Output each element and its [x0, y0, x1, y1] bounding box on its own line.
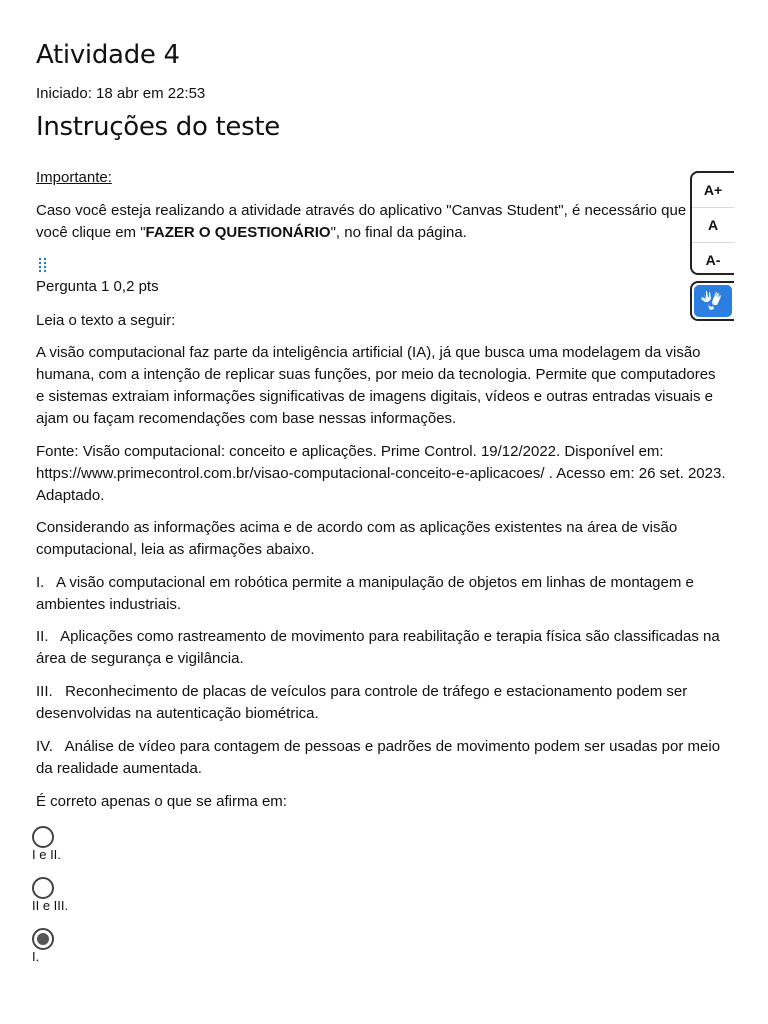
statement-1: I. A visão computacional em robótica permite a manipulação de objetos em linhas de montagem e ambientes industriais. [36, 574, 699, 613]
important-label: Importante: [36, 169, 112, 186]
question-passage: A visão computacional faz parte da inteligência artificial (IA), já que busca uma modelagem da visão humana, com a intenção de replicar suas funções, por meio da tecnologia. Permite que computadores e sistemas extraiam informações significativas de imagens digitais, vídeos e outras entradas visuais e ajam ou façam recomendações com base nessas informações. [36, 344, 716, 427]
page-title: Atividade 4 [36, 40, 180, 70]
question-prompt: Considerando as informações acima e de acordo com as aplicações existentes na área de visão computacional, leia as afirmações abaixo. [36, 519, 678, 558]
answer-option[interactable] [32, 877, 332, 917]
answer-option[interactable] [32, 826, 332, 866]
answer-option-label: I. [32, 949, 40, 964]
radio-button-selected[interactable] [32, 928, 54, 950]
instructions-suffix: ", no final da página. [330, 224, 467, 241]
statement-3: III. Reconhecimento de placas de veículos para controle de tráfego e estacionamento podem ser desenvolvidas na autenticação biométrica. [36, 683, 692, 722]
statement-2: II. Aplicações como rastreamento de movimento para reabilitação e terapia física são classificadas na área de segurança e vigilância. [36, 628, 724, 667]
instructions-text [36, 200, 696, 244]
font-size-toolbar [690, 171, 734, 275]
important-label-paragraph [36, 167, 726, 189]
instructions-heading: Instruções do teste [36, 112, 280, 142]
question-ask: É correto apenas o que se afirma em: [36, 793, 287, 810]
decrease-font-button[interactable]: A- [705, 252, 721, 268]
increase-font-button[interactable]: A+ [692, 173, 734, 208]
sign-language-button[interactable] [690, 281, 734, 321]
question-source: Fonte: Visão computacional: conceito e aplicações. Prime Control. 19/12/2022. Disponível em: https://www.primecontrol.com.br/visao-computacional-conceito-e-aplicacoes/ . Acesso em: 26 set. 2023. Adaptado. [36, 443, 726, 504]
sign-language-hands-icon [694, 285, 732, 317]
instructions-prefix: Caso você esteja realizando a atividade através do aplicativo "Canvas Student", é necessário que você clique em " [36, 202, 687, 241]
answer-option-label: II e III. [32, 898, 69, 913]
answer-option-label: I e II. [32, 847, 61, 862]
radio-button[interactable] [32, 826, 54, 848]
radio-button[interactable] [32, 877, 54, 899]
normal-font-button[interactable]: A [692, 208, 734, 243]
instructions-bold: FAZER O QUESTIONÁRIO [145, 224, 331, 241]
drag-handle-icon[interactable] [38, 257, 50, 275]
statement-4: IV. Análise de vídeo para contagem de pessoas e padrões de movimento podem ser usadas por meio da realidade aumentada. [36, 738, 725, 777]
question-intro: Leia o texto a seguir: [36, 312, 176, 329]
started-timestamp: Iniciado: 18 abr em 22:53 [36, 85, 206, 102]
answer-option[interactable] [32, 928, 332, 968]
question-header: Pergunta 1 0,2 pts [36, 278, 159, 295]
